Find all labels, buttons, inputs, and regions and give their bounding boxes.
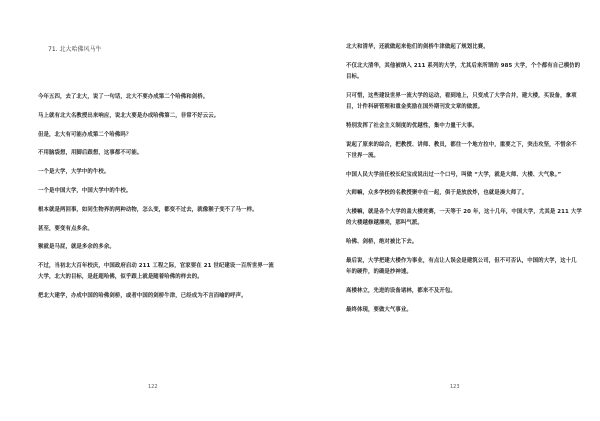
paragraph: 不过，当初北大百年校庆，中国政府启动 211 工程之际，官家要在 21 世纪建设一百所世界一流大学，北大的目标，是赶超哈佛，似乎跟上就是随着哈佛的样去的。 — [38, 263, 274, 281]
page-number: 122 — [148, 384, 158, 390]
paragraph: 最终体现，要做大气事业。 — [346, 306, 412, 313]
chapter-title: 71. 北大哈佛风马牛 — [48, 46, 102, 53]
paragraph: 哈佛、剑桥，绝对被比下去。 — [346, 239, 418, 246]
paragraph: 只可惜，这些建设世界一流大学的运动，看到地上，只变成了大学合并，建大楼，买设备，拿项目，计件科研管理和重金奖励在国外期刊发文章的做派。 — [346, 92, 577, 110]
page-number: 123 — [450, 384, 460, 390]
paragraph: 不用脑袋想，用脚后跟想，这事都不可能。 — [38, 150, 143, 157]
paragraph: 北大和清华，还就做起来他们的剑桥牛津做起了规划比赛。 — [346, 44, 489, 50]
paragraph: 中国人民大学前任校长纪宝成说出过一个口号，叫做 “大学，就是大师、大楼、大气象。” — [346, 171, 562, 178]
left-page — [38, 0, 278, 421]
paragraph: 一个是中国大学，中国大学中的牛校。 — [38, 187, 132, 194]
paragraph: 但是，北大有可能办成第二个哈佛吗？ — [38, 131, 132, 138]
paragraph: 最后说，大学把建大楼作为事业，有点让人误会是建筑公司，但不可否认，中国的大学，这十几年的硬件，的确是抄神速。 — [346, 257, 577, 276]
paragraph: 不仅北大清华，其他被纳入 211 系列的大学，尤其后来所谓的 985 大学，个个都有自己模仿的目标。 — [346, 62, 581, 80]
left-page-text — [38, 92, 278, 310]
paragraph: 一个是大学，大学中的牛校。 — [38, 169, 110, 176]
paragraph: 甚至，要变有点多余。 — [38, 225, 93, 232]
paragraph: 高楼林立，先进的设备诸林，都来不及开包。 — [346, 287, 456, 294]
paragraph: 大师嘛，众多学校的名教授聚中在一起，俱于是放放炸，也就是凑大师了。 — [346, 190, 528, 197]
right-page-text — [346, 42, 582, 324]
paragraph: 猴就是马屁，就是多余的多余。 — [38, 244, 115, 251]
paragraph: 根本就是两回事，如同生物界的两种动物，怎么变，都变不过去，就像猴子变不了马一样。 — [38, 206, 258, 213]
right-page — [346, 0, 582, 421]
paragraph: 今年五四，去了北大，说了一句话，北大不要办成第二个哈佛和剑桥。 — [38, 94, 209, 100]
paragraph: 说起了原来的综合，把教授、讲师、教员，都往一个地方拉中，重要之下，突击攻坚，不惜余不下世界一流。 — [346, 141, 577, 159]
paragraph: 把北大建学，办成中国的哈佛剑桥，或者中国的剑桥牛津，已经成为不言而喻的呼声。 — [38, 293, 247, 300]
paragraph: 马上就有北大名教授出来响应，说北大要是办成哈佛第二，非常不好云云。 — [38, 112, 220, 119]
paragraph: 大楼嘛，就是各个大学的盖大楼竞赛，一天等于 20 年，这十几年，中国大学，尤其是 211 大学的大楼越修越漂亮，那叫气派。 — [346, 209, 582, 227]
paragraph: 特别发挥了社会主义制度的优越性，集中力量干大事。 — [346, 122, 478, 129]
